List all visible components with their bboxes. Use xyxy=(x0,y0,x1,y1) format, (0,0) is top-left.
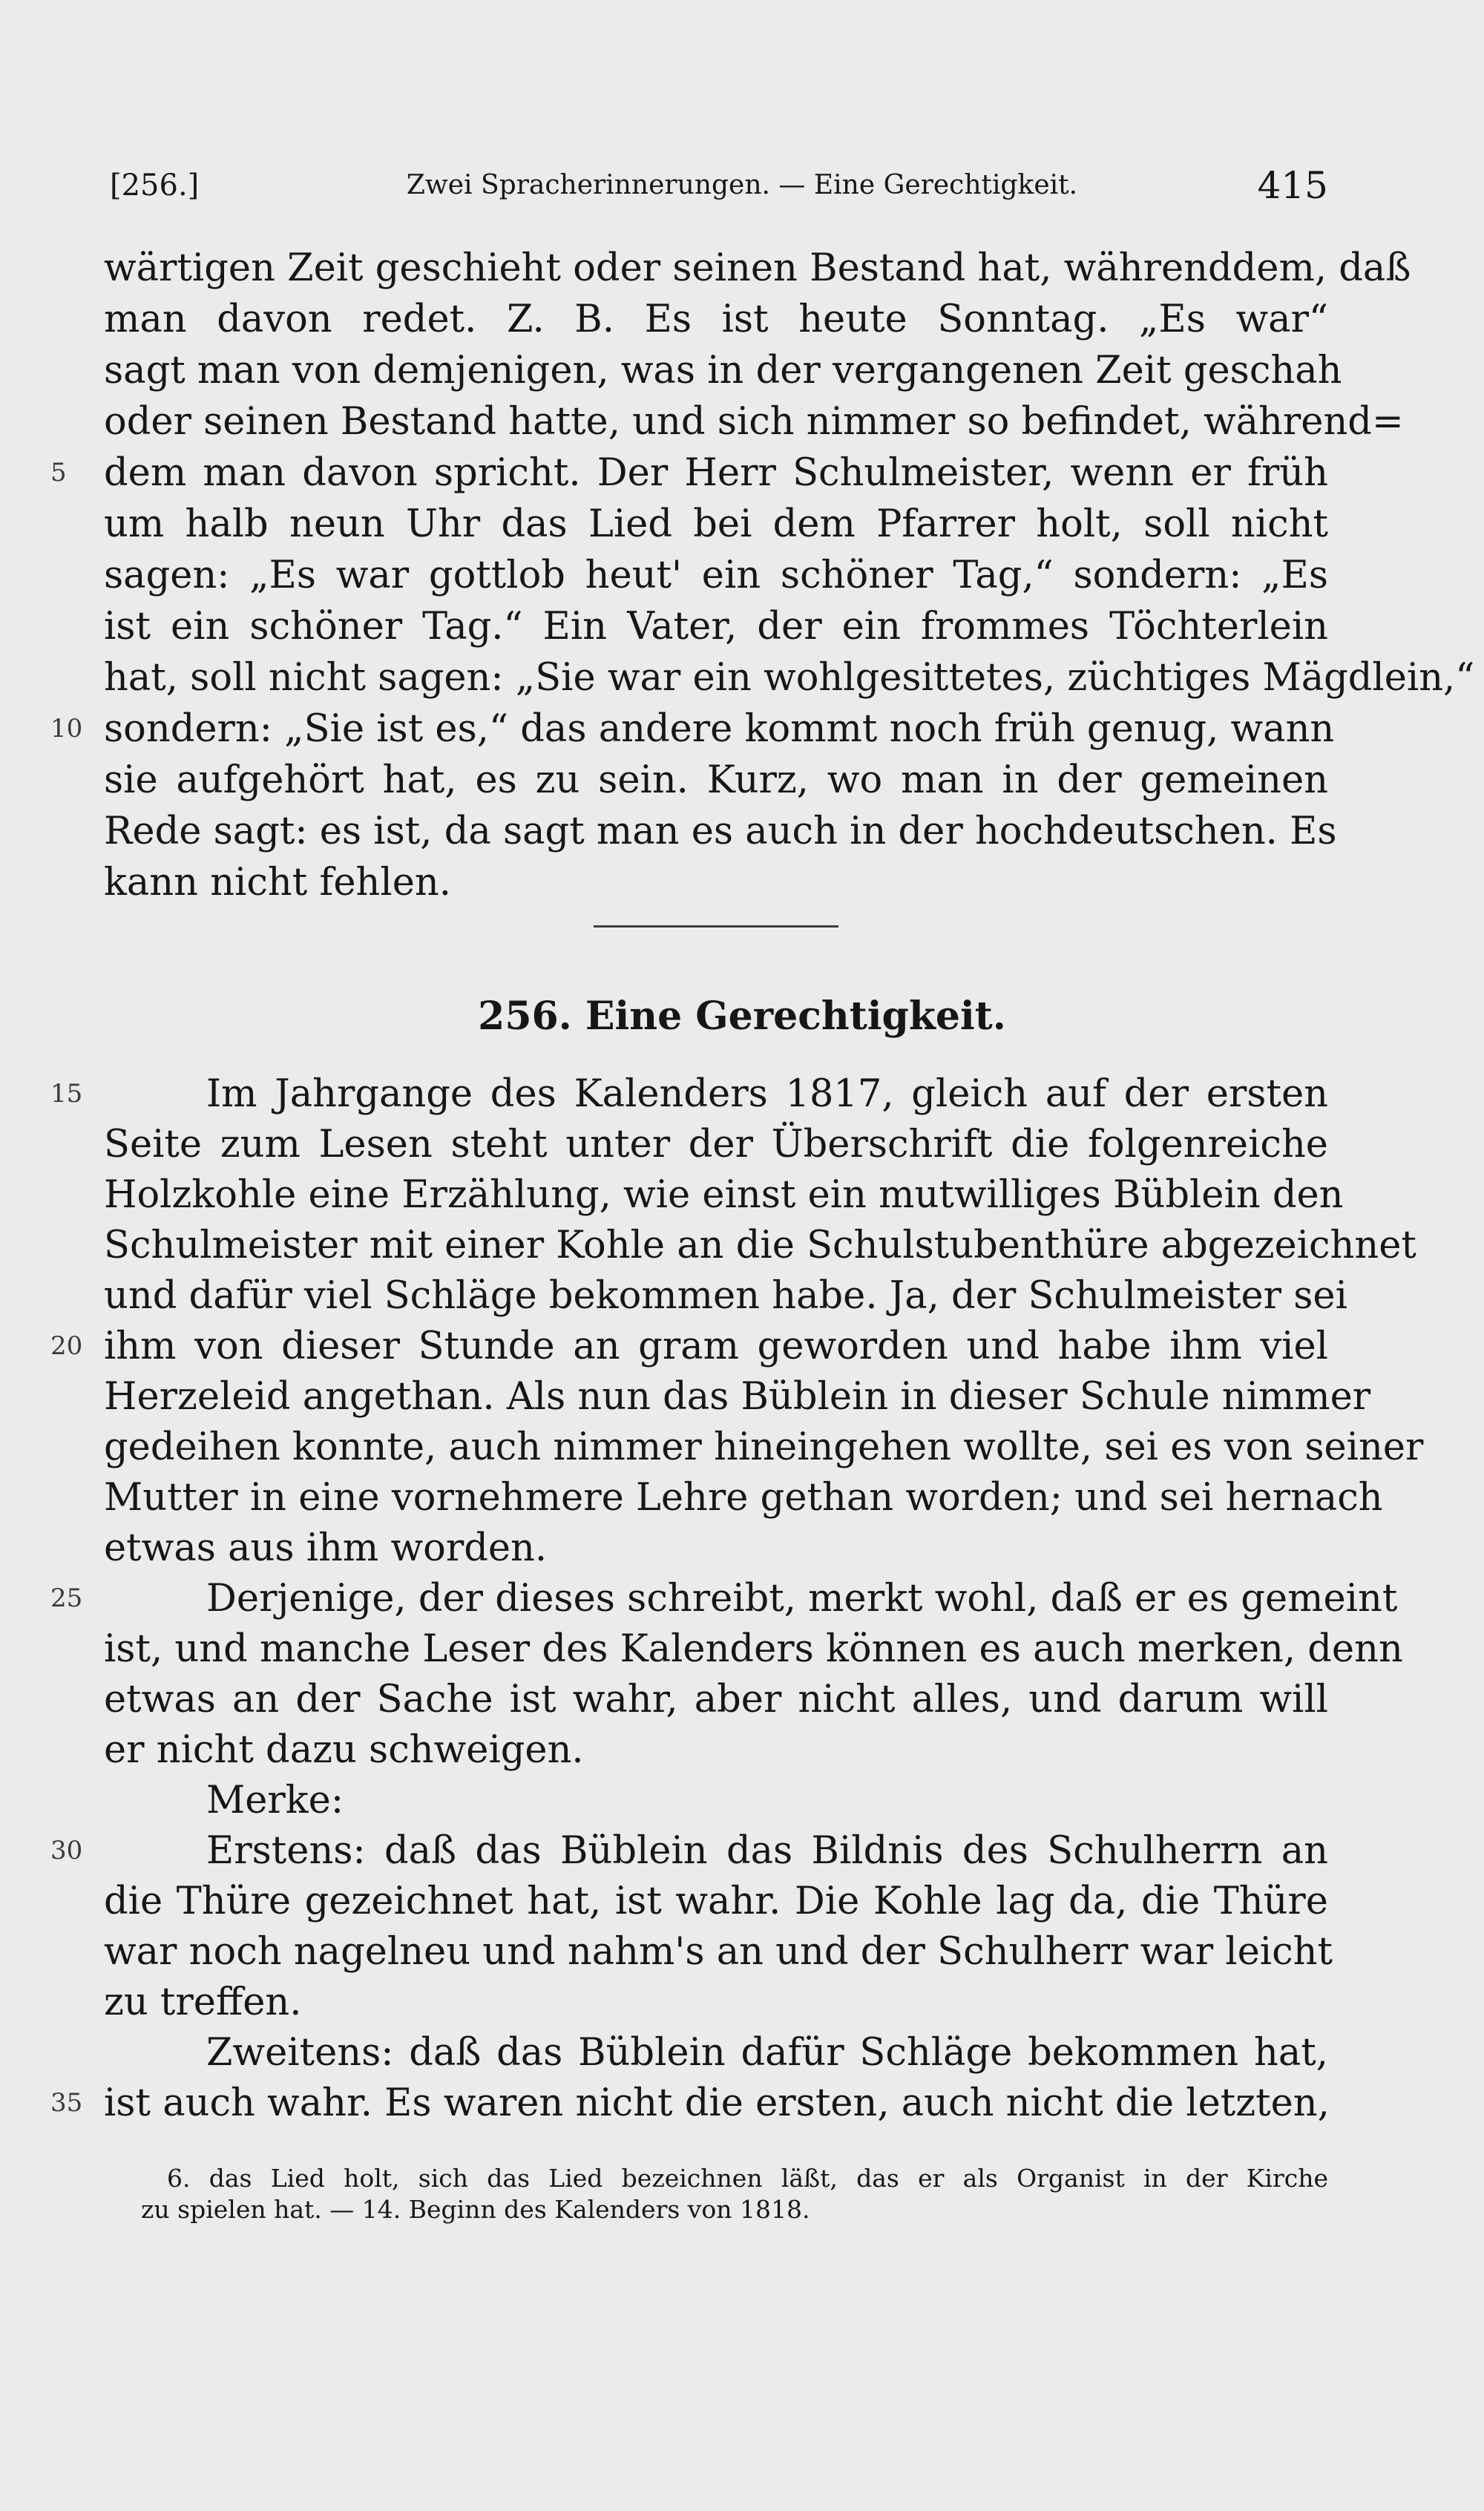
text-line: Derjenige, der dieses schreibt, merkt wohl, daß er es gemeint xyxy=(206,1577,1398,1621)
text-line: ist ein schöner Tag.“ Ein Vater, der ein frommes Töchterlein xyxy=(104,605,1328,649)
line-number: 25 xyxy=(50,1583,83,1613)
line-number: 5 xyxy=(50,458,67,488)
text-line: Im Jahrgange des Kalenders 1817, gleich auf der ersten xyxy=(206,1072,1328,1116)
line-number: 20 xyxy=(50,1331,83,1361)
running-header xyxy=(0,160,1484,211)
text-line: Merke: xyxy=(206,1779,344,1822)
text-line: man davon redet. Z. B. Es ist heute Sonntag. „Es war“ xyxy=(104,298,1328,341)
page-number: 415 xyxy=(1257,164,1328,207)
text-line: sagt man von demjenigen, was in der vergangenen Zeit geschah xyxy=(104,349,1342,393)
section-heading: 256. Eine Gerechtigkeit. xyxy=(478,994,1006,1039)
text-line: um halb neun Uhr das Lied bei dem Pfarrer holt, soll nicht xyxy=(104,502,1328,546)
text-line: die Thüre gezeichnet hat, ist wahr. Die Kohle lag da, die Thüre xyxy=(104,1880,1328,1923)
text-line: wärtigen Zeit geschieht oder seinen Bestand hat, währenddem, daß xyxy=(104,246,1411,290)
text-line: war noch nagelneu und nahm's an und der Schulherr war leicht xyxy=(104,1930,1333,1974)
text-line: Rede sagt: es ist, da sagt man es auch in der hochdeutschen. Es xyxy=(104,810,1337,853)
text-line: etwas aus ihm worden. xyxy=(104,1526,548,1570)
line-number: 35 xyxy=(50,2088,83,2118)
text-line: sagen: „Es war gottlob heut' ein schöner Tag,“ sondern: „Es xyxy=(104,554,1328,597)
text-line: sondern: „Sie ist es,“ das andere kommt noch früh genug, wann xyxy=(104,707,1335,751)
text-line: Seite zum Lesen steht unter der Überschrift die folgenreiche xyxy=(104,1123,1328,1166)
text-line: ihm von dieser Stunde an gram geworden und habe ihm viel xyxy=(104,1325,1328,1368)
text-line: oder seinen Bestand hatte, und sich nimmer so befindet, während= xyxy=(104,400,1404,444)
text-line: sie aufgehört hat, es zu sein. Kurz, wo man in der gemeinen xyxy=(104,758,1328,802)
line-number: 30 xyxy=(50,1836,83,1865)
text-line: dem man davon spricht. Der Herr Schulmeister, wenn er früh xyxy=(104,451,1328,495)
text-line: Erstens: daß das Büblein das Bildnis des Schulherrn an xyxy=(206,1829,1328,1873)
line-number: 15 xyxy=(50,1079,83,1109)
header-title: Zwei Spracherinnerungen. — Eine Gerechtigkeit. xyxy=(406,170,1078,200)
text-line: Holzkohle eine Erzählung, wie einst ein mutwilliges Büblein den xyxy=(104,1173,1344,1217)
text-line: ist, und manche Leser des Kalenders können es auch merken, denn xyxy=(104,1627,1403,1671)
footnote-line: zu spielen hat. — 14. Beginn des Kalenders von 1818. xyxy=(141,2195,810,2224)
section-divider xyxy=(594,925,838,928)
text-line: etwas an der Sache ist wahr, aber nicht alles, und darum will xyxy=(104,1678,1328,1721)
text-line: gedeihen konnte, auch nimmer hineingehen wollte, sei es von seiner xyxy=(104,1425,1424,1469)
text-line: Mutter in eine vornehmere Lehre gethan worden; und sei hernach xyxy=(104,1476,1383,1520)
text-line: Schulmeister mit einer Kohle an die Schulstubenthüre abgezeichnet xyxy=(104,1224,1416,1267)
text-line: ist auch wahr. Es waren nicht die ersten, auch nicht die letzten, xyxy=(104,2081,1330,2125)
text-line: kann nicht fehlen. xyxy=(104,861,451,905)
footnote-line: 6. das Lied holt, sich das Lied bezeichnen läßt, das er als Organist in der Kirche xyxy=(167,2164,1328,2193)
line-number: 10 xyxy=(50,714,83,744)
text-line: und dafür viel Schläge bekommen habe. Ja, der Schulmeister sei xyxy=(104,1274,1347,1318)
text-line: er nicht dazu schweigen. xyxy=(104,1728,584,1772)
text-line: zu treffen. xyxy=(104,1980,302,2024)
text-line: hat, soll nicht sagen: „Sie war ein wohlgesittetes, züchtiges Mägdlein,“ xyxy=(104,656,1475,700)
text-line: Zweitens: daß das Büblein dafür Schläge bekommen hat, xyxy=(206,2031,1328,2075)
header-section-number: [256.] xyxy=(110,168,200,203)
text-line: Herzeleid angethan. Als nun das Büblein in dieser Schule nimmer xyxy=(104,1375,1371,1419)
